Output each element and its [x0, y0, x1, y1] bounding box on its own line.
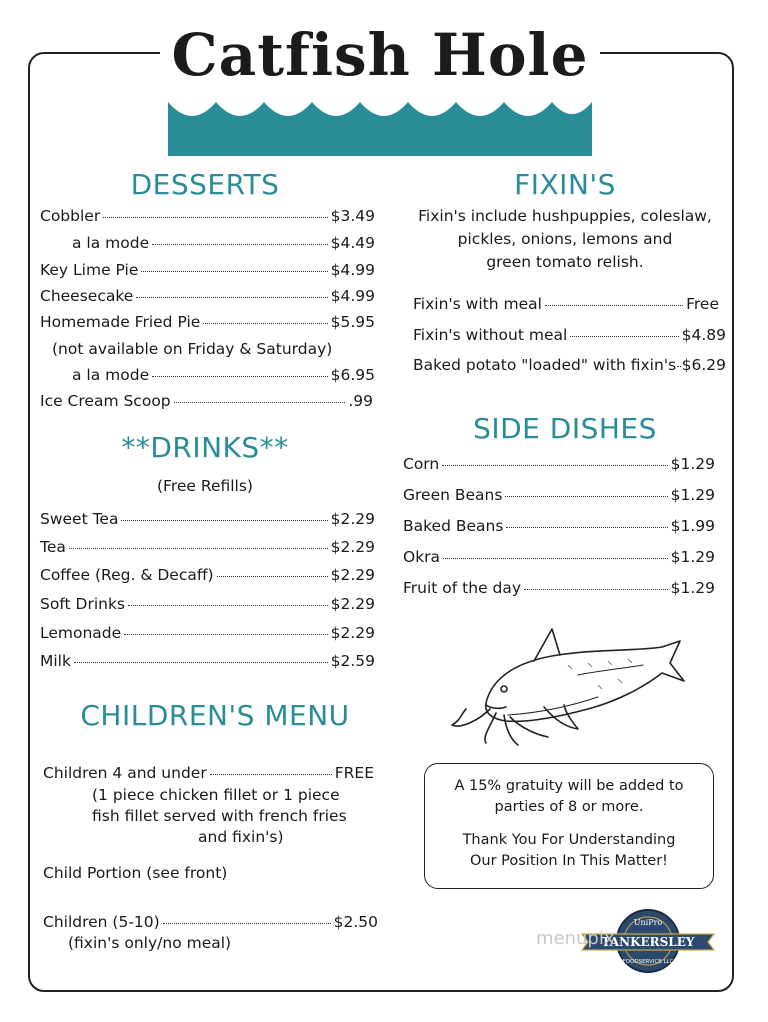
- menu-item: Green Beans $1.29: [403, 486, 715, 504]
- child-portion-note: Child Portion (see front): [43, 864, 228, 882]
- gratuity-line: parties of 8 or more.: [494, 799, 644, 815]
- menu-item: Key Lime Pie $4.99: [40, 261, 375, 279]
- menu-item: a la mode $6.95: [72, 366, 375, 384]
- logo-bottom: FOODSERVICE LLC: [622, 959, 674, 965]
- menu-item: Soft Drinks $2.29: [40, 595, 375, 613]
- desserts-heading: DESSERTS: [130, 168, 280, 201]
- menu-item: Fixin's with meal Free: [413, 295, 719, 313]
- menu-item: Cheesecake $4.99: [40, 287, 375, 305]
- fixins-desc-line: Fixin's include hushpuppies, coleslaw,: [418, 207, 712, 225]
- gratuity-line: A 15% gratuity will be added to: [454, 778, 684, 794]
- fixins-only-note: (fixin's only/no meal): [68, 934, 232, 952]
- watermark: menupix: [536, 928, 615, 949]
- menu-item: a la mode $4.49: [72, 234, 375, 252]
- menu-item: Lemonade $2.29: [40, 624, 375, 642]
- menu-item: Baked Beans $1.99: [403, 517, 715, 535]
- waves-decoration: [168, 96, 592, 156]
- thanks-line: Our Position In This Matter!: [469, 853, 668, 869]
- availability-note: (not available on Friday & Saturday): [52, 340, 333, 358]
- menu-item: Fruit of the day $1.29: [403, 579, 715, 597]
- logo-name: TANKERSLEY: [601, 935, 695, 949]
- menu-item: Okra $1.29: [403, 548, 715, 566]
- menu-item: Sweet Tea $2.29: [40, 510, 375, 528]
- side-dishes-heading: SIDE DISHES: [473, 412, 657, 445]
- drinks-heading: **DRINKS**: [121, 431, 289, 464]
- menu-item: Tea $2.29: [40, 538, 375, 556]
- gratuity-notice: [424, 763, 714, 889]
- menu-item: Ice Cream Scoop .99: [40, 392, 373, 410]
- menu-item: Corn $1.29: [403, 455, 715, 473]
- children-desc-line: and fixin's): [198, 828, 284, 846]
- children-desc-line: (1 piece chicken fillet or 1 piece: [92, 786, 340, 804]
- menu-item: Homemade Fried Pie $5.95: [40, 313, 375, 331]
- catfish-illustration: [448, 625, 688, 750]
- menu-item: Children 4 and under FREE: [43, 764, 374, 782]
- menu-item: Milk $2.59: [40, 652, 375, 670]
- menu-item: Baked potato "loaded" with fixin's $6.29: [413, 356, 726, 374]
- childrens-menu-heading: CHILDREN'S MENU: [80, 699, 350, 732]
- logo-top: UniPro: [633, 918, 663, 927]
- menu-item: Cobbler $3.49: [40, 207, 375, 225]
- menu-item: Fixin's without meal $4.89: [413, 326, 726, 344]
- drinks-subheading: (Free Refills): [157, 477, 253, 495]
- fixins-heading: FIXIN'S: [514, 168, 616, 201]
- children-desc-line: fish fillet served with french fries: [92, 807, 347, 825]
- fixins-desc-line: green tomato relish.: [486, 253, 644, 271]
- thanks-line: Thank You For Understanding: [462, 832, 676, 848]
- restaurant-title: Catfish Hole: [171, 21, 589, 89]
- fixins-desc-line: pickles, onions, lemons and: [457, 230, 673, 248]
- menu-item: Children (5-10) $2.50: [43, 913, 378, 931]
- header: [160, 18, 600, 138]
- menu-item: Coffee (Reg. & Decaff) $2.29: [40, 566, 375, 584]
